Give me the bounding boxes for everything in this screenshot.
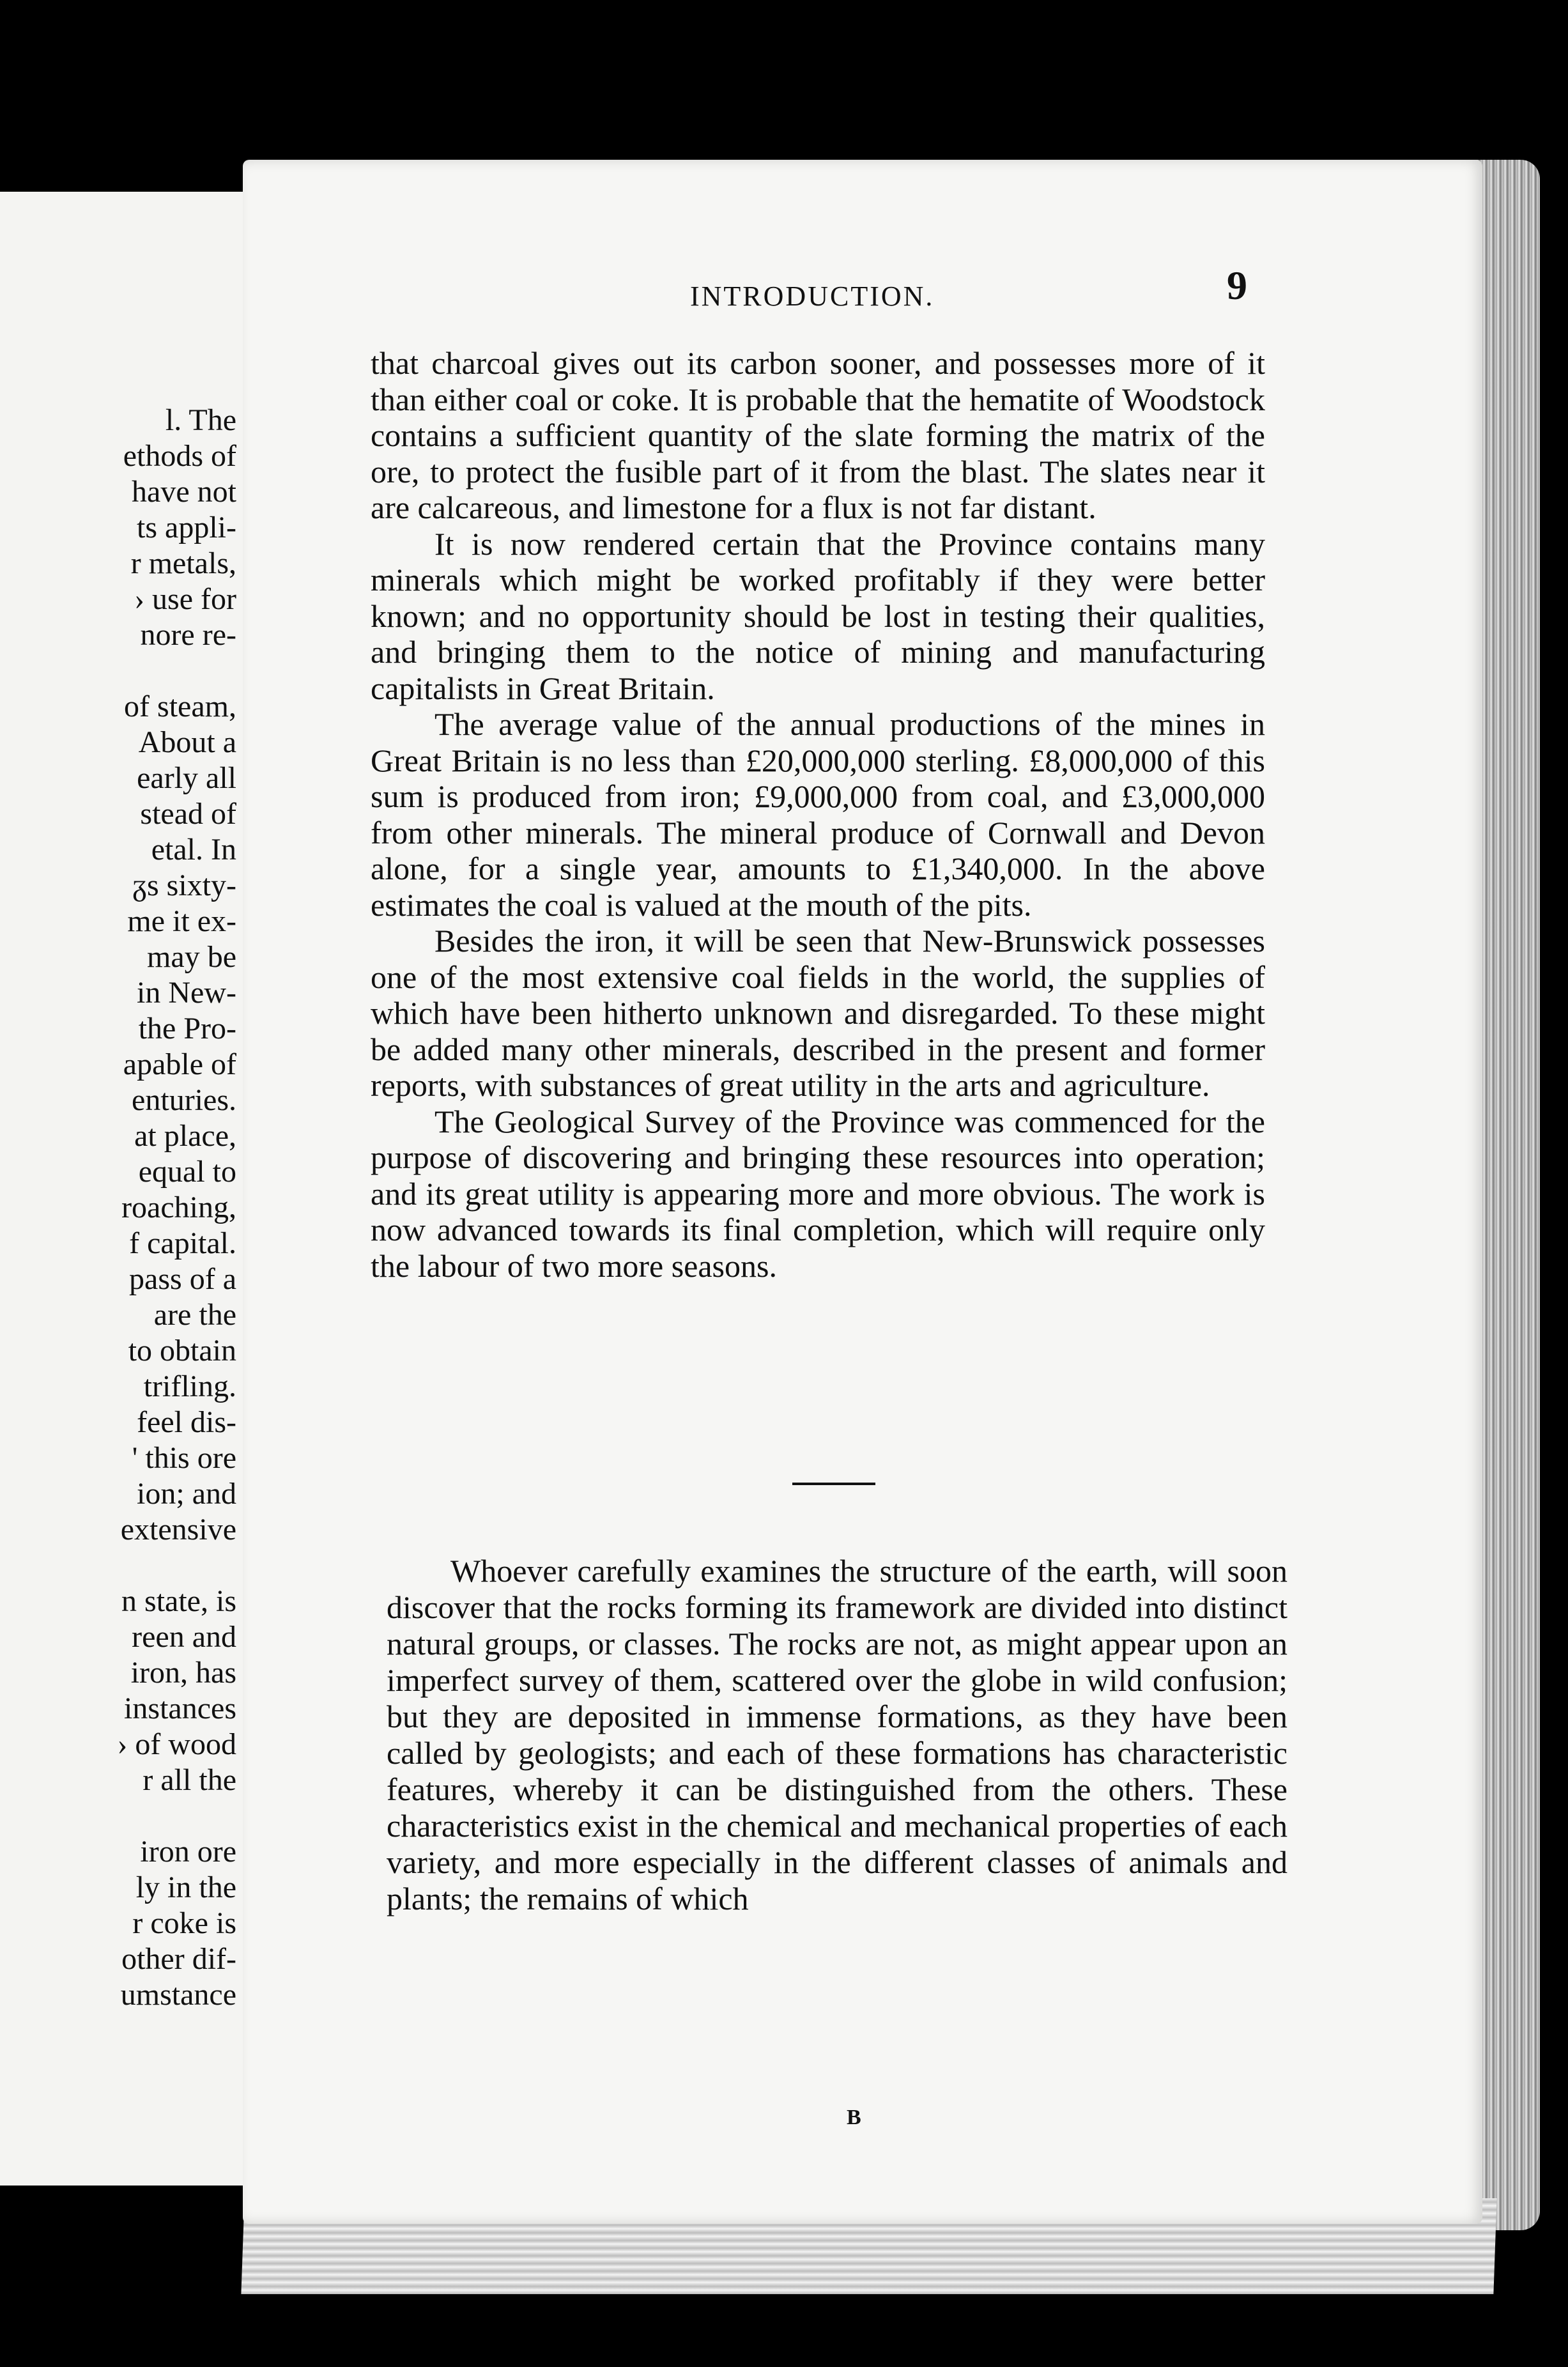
facing-page-line: me it ex- [127,904,236,938]
running-head: INTRODUCTION. [690,281,935,312]
facing-page-line: trifling. [143,1369,236,1403]
facing-page-line: equal to [138,1155,236,1189]
facing-page-line: extensive [120,1513,236,1546]
facing-page-text [0,403,236,2013]
facing-page-line: stead of [140,797,236,831]
facing-page-line: roaching, [121,1191,236,1224]
facing-page-line: in New- [137,976,236,1010]
paragraph: The average value of the annual productions of the mines in Great Britain is no less than £20,000,000 sterling. £8,000,000 of this sum is produced from iron; £9,000,000 from coal, and £3,000,000 from other minerals. The mineral produce of Cornwall and Devon alone, for a single year, amounts to £1,340,000. In the above estimates the coal is valued at the mouth of the pits. [371,706,1265,923]
facing-page-line [0,1798,236,1834]
facing-page-line: nore re- [140,618,236,652]
paragraph: The Geological Survey of the Province was commenced for the purpose of discovering and bringing these resources into operation; and its great utility is appearing more and more obvious. The work is now advanced towards its final completion, which will require only the labour of two more seasons. [371,1103,1265,1284]
facing-page-line: f capital. [129,1226,236,1260]
facing-page-line: to obtain [128,1334,236,1368]
signature-mark: B [847,2106,861,2129]
facing-page-fragment [0,192,247,2186]
facing-page-line: at place, [134,1119,236,1153]
facing-page-line: umstance [120,1978,236,2012]
facing-page-line: enturies. [132,1083,236,1117]
facing-page-line: of steam, [124,690,236,723]
facing-page-line: may be [147,940,236,974]
facing-page-line: n state, is [121,1584,236,1618]
facing-page-line: pass of a [129,1262,236,1296]
body-text [387,1553,1287,1917]
facing-page-line: ethods of [123,439,236,473]
facing-page-line: r coke is [132,1906,236,1940]
facing-page-line: have not [132,475,236,509]
facing-page-line: iron ore [140,1835,236,1869]
introduction-text [371,345,1265,1284]
facing-page-line: ᵹs sixty- [132,868,236,902]
facing-page-line: instances [124,1692,236,1725]
page-number: 9 [1227,263,1247,308]
facing-page-line: About a [138,725,236,759]
facing-page-line: early all [137,761,236,795]
facing-page-line: the Pro- [138,1012,236,1045]
paragraph: It is now rendered certain that the Province contains many minerals which might be worked profitably if they were better known; and no opportunity should be lost in testing their qualities, and bringing them to the notice of mining and manufacturing capitalists in Great Britain. [371,525,1265,706]
section-divider [792,1483,875,1485]
facing-page-line: r all the [142,1763,236,1797]
main-page [243,160,1482,2224]
facing-page-line [0,1548,236,1584]
facing-page-line: etal. In [151,833,236,867]
paragraph: that charcoal gives out its carbon sooner, and possesses more of it than either coal or coke. It is probable that the hematite of Woodstock contains a sufficient quantity of the slate forming the matrix of the ore, to protect the fusible part of it from the blast. The slates near it are calcareous, and limestone for a flux is not far distant. [371,345,1265,525]
facing-page-line: ts appli- [137,511,236,544]
facing-page-line: l. The [165,403,236,437]
facing-page-line: are the [153,1298,236,1332]
facing-page-line: other dif- [121,1942,236,1976]
facing-page-line: iron, has [130,1656,236,1690]
facing-page-line: feel dis- [137,1405,236,1439]
facing-page-line: reen and [132,1620,236,1654]
facing-page-line: r metals, [130,546,236,580]
facing-page-line: › of wood [117,1727,236,1761]
facing-page-line: ly in the [135,1870,236,1904]
paragraph: Besides the iron, it will be seen that New-Brunswick possesses one of the most extensive coal fields in the world, the supplies of which have been hitherto unknown and disregarded. To these might be added many other minerals, described in the present and former reports, with substances of great utility in the arts and agriculture. [371,923,1265,1103]
facing-page-line [0,653,236,689]
facing-page-line: ' this ore [132,1441,236,1475]
paragraph: Whoever carefully examines the structure of the earth, will soon discover that the rocks forming its framework are divided into distinct natural groups, or classes. The rocks are not, as might appear upon an imperfect survey of them, scattered over the globe in wild confusion; but they are deposited in immense formations, as they have been called by geologists; and each of these formations has characteristic features, whereby it can be distinguished from the others. These characteristics exist in the chemical and mechanical properties of each variety, and more especially in the different classes of animals and plants; the remains of which [387,1553,1287,1916]
facing-page-line: ion; and [137,1477,236,1511]
facing-page-line: apable of [123,1047,236,1081]
facing-page-line: › use for [134,582,236,616]
